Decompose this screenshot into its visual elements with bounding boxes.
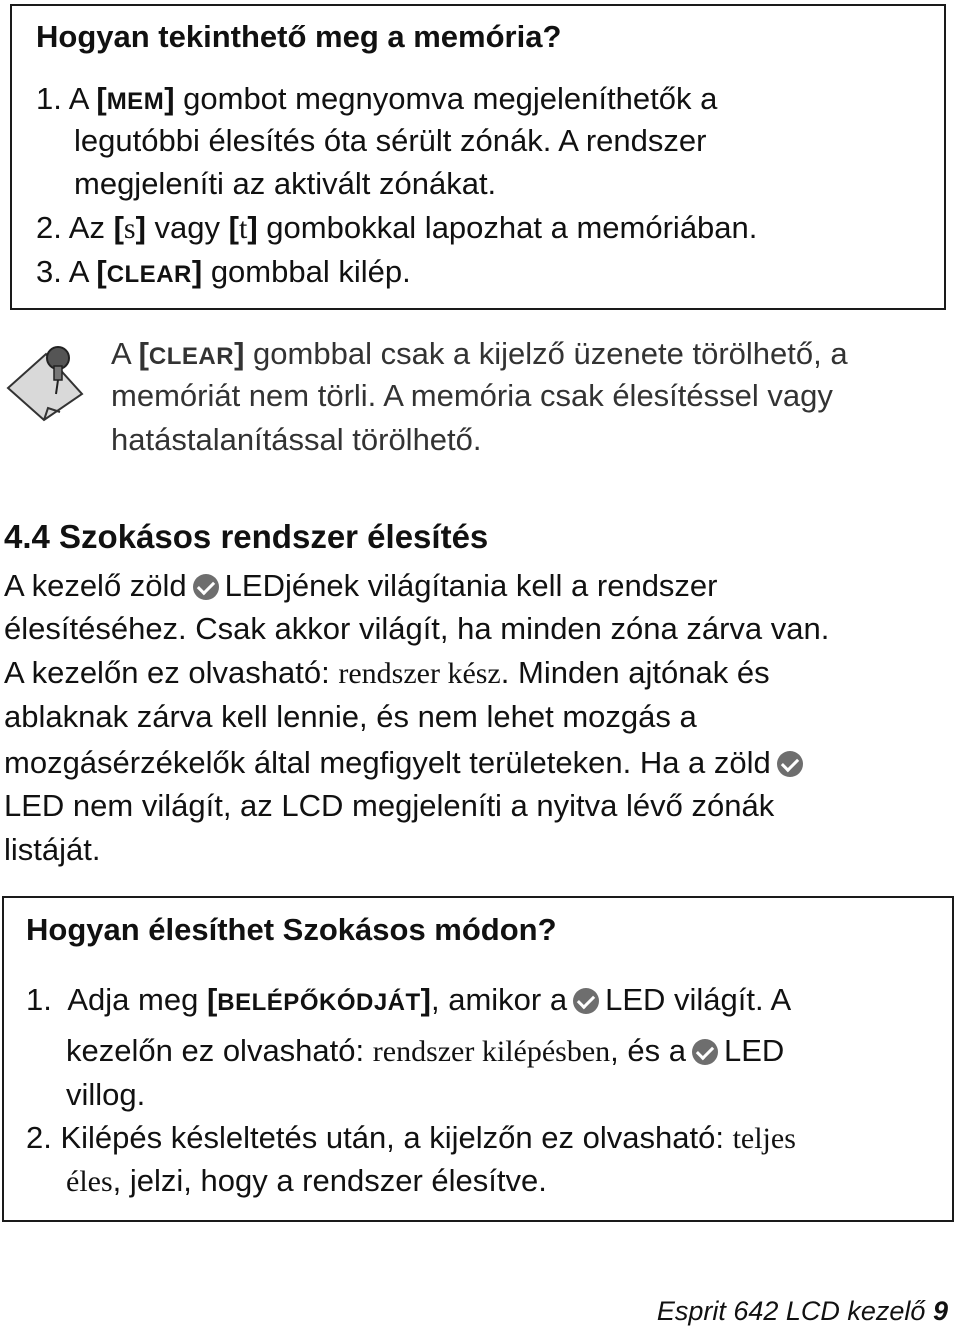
lcd-message-armed-part2: éles bbox=[66, 1165, 113, 1198]
step-number: 1. bbox=[26, 982, 52, 1017]
note-text: A bbox=[111, 336, 130, 371]
box1-step-3: 3. A [CLEAR] gombbal kilép. bbox=[36, 254, 411, 289]
note-line-3: hatástalanítással törölhető. bbox=[111, 422, 482, 457]
section-para-line-2: élesítéséhez. Csak akkor világít, ha minden zóna zárva van. bbox=[4, 611, 830, 646]
step-text: , jelzi, hogy a rendszer élesítve. bbox=[112, 1163, 547, 1198]
footer-text: Esprit 642 LCD kezelő bbox=[656, 1296, 926, 1326]
step-text: Adja meg bbox=[67, 982, 199, 1017]
step-text: vagy bbox=[154, 210, 221, 245]
step-text: A bbox=[68, 254, 88, 289]
key-clear: CLEAR bbox=[106, 261, 192, 288]
page-footer bbox=[657, 1296, 948, 1327]
box2-step-2 bbox=[26, 1120, 796, 1157]
note-line-2: memóriát nem törli. A memória csak élesítéssel vagy bbox=[111, 378, 833, 413]
step-text: kezelőn ez olvasható: bbox=[66, 1033, 365, 1068]
para-text: LEDjének világítania kell a rendszer bbox=[224, 568, 718, 603]
box2-title: Hogyan élesíthet Szokásos módon? bbox=[26, 912, 557, 947]
key-scroll-down: t bbox=[238, 212, 248, 245]
page-number: 9 bbox=[932, 1296, 948, 1326]
para-text: A kezelő zöld bbox=[4, 568, 187, 603]
lcd-message-ready: rendszer kész bbox=[338, 657, 501, 690]
lcd-message-armed-part1: teljes bbox=[732, 1122, 796, 1155]
box1-step-1-line2: legutóbbi élesítés óta sérült zónák. A rendszer bbox=[74, 123, 707, 158]
para-text: A kezelőn ez olvasható: bbox=[4, 655, 330, 690]
box2-step-1-line3: villog. bbox=[66, 1077, 146, 1112]
section-para-line-6: LED nem világít, az LCD megjeleníti a nyitva lévő zónák bbox=[4, 788, 775, 823]
step-text: , amikor a bbox=[430, 982, 568, 1017]
checkmark-circle-icon bbox=[777, 751, 803, 777]
checkmark-circle-icon bbox=[193, 574, 219, 600]
key-scroll-up: s bbox=[123, 212, 136, 245]
section-para-line-3 bbox=[4, 655, 770, 692]
note-text: gombbal csak a kijelző üzenete törölhető, a bbox=[253, 336, 848, 371]
step-text: , és a bbox=[610, 1033, 686, 1068]
step-text: LED világít. A bbox=[605, 982, 792, 1017]
box2-step-1-line2 bbox=[66, 1033, 784, 1070]
box1-step-2: 2. Az [s] vagy [t] gombokkal lapozhat a memóriában. bbox=[36, 210, 758, 245]
step-number: 1. bbox=[36, 81, 62, 116]
note-line-1: A [CLEAR] gombbal csak a kijelző üzenete törölhető, a bbox=[111, 336, 848, 371]
section-para-line-7: listáját. bbox=[4, 832, 101, 867]
checkmark-circle-icon bbox=[573, 988, 599, 1014]
box1-step-1: 1. A [MEM] gombot megnyomva megjeleníthetők a bbox=[36, 81, 718, 116]
para-text: . Minden ajtónak és bbox=[500, 655, 770, 690]
section-para-line-5 bbox=[4, 745, 809, 781]
box1-step-1-line3: megjeleníti az aktivált zónákat. bbox=[74, 166, 497, 201]
section-heading: 4.4 Szokásos rendszer élesítés bbox=[4, 518, 489, 555]
step-text: Kilépés késleltetés után, a kijelzőn ez olvasható: bbox=[60, 1120, 724, 1155]
step-number: 3. bbox=[36, 254, 62, 289]
box1-title: Hogyan tekinthető meg a memória? bbox=[36, 19, 562, 54]
section-para-line-4: ablaknak zárva kell lennie, és nem lehet mozgás a bbox=[4, 699, 697, 734]
key-access-code: BELÉPŐKÓDJÁT bbox=[217, 989, 421, 1016]
step-text: A bbox=[68, 81, 88, 116]
section-para-line-1 bbox=[4, 568, 718, 604]
step-text: gombbal kilép. bbox=[210, 254, 411, 289]
key-mem: MEM bbox=[106, 88, 165, 115]
pushpin-note-icon bbox=[2, 336, 92, 422]
para-text: mozgásérzékelők által megfigyelt területeken. Ha a zöld bbox=[4, 745, 771, 780]
step-number: 2. bbox=[36, 210, 62, 245]
step-text: LED bbox=[724, 1033, 785, 1068]
step-text: gombot megnyomva megjeleníthetők a bbox=[183, 81, 718, 116]
step-text: gombokkal lapozhat a memóriában. bbox=[266, 210, 758, 245]
step-number: 2. bbox=[26, 1120, 52, 1155]
lcd-message-exit-delay: rendszer kilépésben bbox=[372, 1035, 611, 1068]
checkmark-circle-icon bbox=[692, 1039, 718, 1065]
step-text: Az bbox=[68, 210, 105, 245]
key-clear: CLEAR bbox=[148, 343, 235, 370]
box2-step-2-line2 bbox=[66, 1163, 547, 1200]
box2-step-1: 1. Adja meg [BELÉPŐKÓDJÁT], amikor a LED világít. A bbox=[26, 982, 792, 1017]
